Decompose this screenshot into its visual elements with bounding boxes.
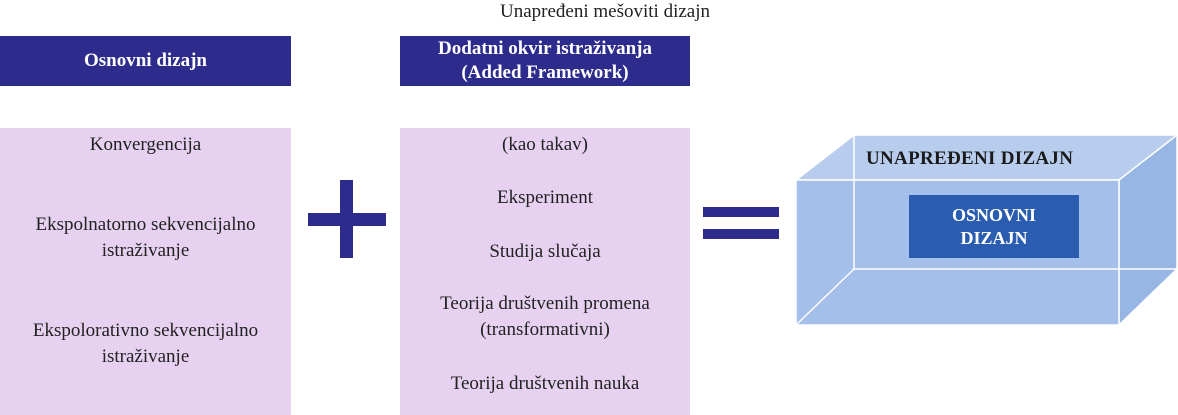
list-item: Studija slučaja [489,241,601,262]
basic-design-header-text: Osnovni dizajn [83,50,207,71]
equals-sign-top [703,207,779,217]
enhanced-design-label: UNAPREĐENI DIZAJN [866,148,1074,169]
list-item: (kao takav) [502,134,588,155]
list-item: Teorija društvenih promena (transformativni) [440,293,650,340]
diagram-title: Unapređeni mešoviti dizajn [500,1,710,22]
list-item: Eksperiment [496,187,594,208]
list-item: Ekspolorativno sekvencijalno istraživanje [32,320,259,367]
added-framework-list [400,128,690,415]
equals-sign-bottom [703,229,779,239]
basic-design-inner-box [909,195,1079,258]
list-item: Ekspolnatorno sekvencijalno istraživanje [35,214,256,261]
list-item: Teorija društvenih nauka [450,373,640,394]
added-framework-header-text: Dodatni okvir istraživanja (Added Framework) [438,38,652,83]
plus-sign-horizontal [308,213,386,226]
added-framework-header [400,36,690,86]
basic-design-header [0,36,291,86]
basic-design-inner-label: OSNOVNI DIZAJN [951,204,1036,248]
basic-design-list [0,128,291,415]
list-item: Konvergencija [89,134,202,155]
